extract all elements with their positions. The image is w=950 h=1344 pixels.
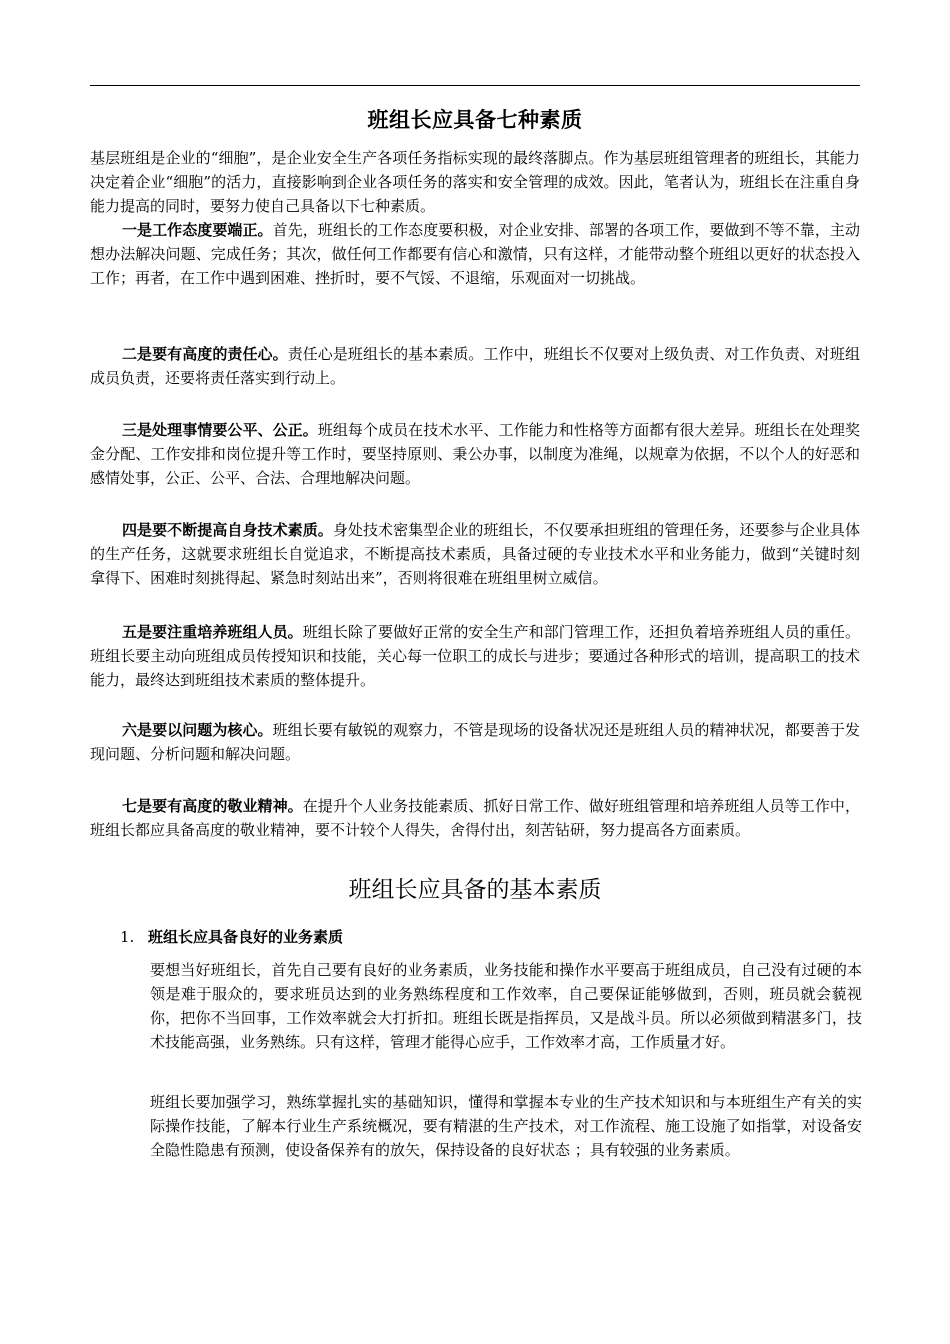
point-heading: 一是工作态度要端正。 [122,221,273,239]
point-paragraph-1 [90,218,860,290]
point-heading: 六是要以问题为核心。 [122,721,273,739]
point-paragraph-7 [90,794,860,842]
list-item-heading-text: 班组长应具备良好的业务素质 [148,928,344,946]
point-paragraph-2 [90,342,860,390]
point-paragraph-6 [90,718,860,766]
point-body: 班组每个成员在技术水平、工作能力和性格等方面都有很大差异。班组长在处理奖金分配、工作安排和岗位提升等工作时，要坚持原则、秉公办事，以制度为准绳，以规章为依据，不以个人的好恶和感情处事，公正、公平、合法、合理地解决问题。 [90,421,860,487]
intro-paragraph: 基层班组是企业的“细胞”，是企业安全生产各项任务指标实现的最终落脚点。作为基层班组管理者的班组长，其能力决定着企业“细胞”的活力，直接影响到企业各项任务的落实和安全管理的成效。因此，笔者认为，班组长在注重自身能力提高的同时，要努力使自己具备以下七种素质。 [90,149,860,215]
main-title: 班组长应具备七种素质 [367,107,583,132]
point-body: 责任心是班组长的基本素质。工作中，班组长不仅要对上级负责、对工作负责、对班组成员负责，还要将责任落实到行动上。 [90,345,860,387]
point-heading: 二是要有高度的责任心。 [122,345,288,363]
point-heading: 三是处理事情要公平、公正。 [122,421,318,439]
point-heading: 五是要注重培养班组人员。 [122,623,303,641]
list-item-number: 1. [120,928,135,946]
point-body: 班组长除了要做好正常的安全生产和部门管理工作，还担负着培养班组人员的重任。班组长要主动向班组成员传授知识和技能，关心每一位职工的成长与进步；要通过各种形式的培训，提高职工的技术能力，最终达到班组技术素质的整体提升。 [90,623,860,689]
point-body: 身处技术密集型企业的班组长，不仅要承担班组的管理任务，还要参与企业具体的生产任务，这就要求班组长自觉追求，不断提高技术素质，具备过硬的专业技术水平和业务能力，做到“关键时刻拿得下、困难时刻挑得起、紧急时刻站出来”，否则将很难在班组里树立威信。 [90,521,860,587]
point-paragraph-3 [90,418,860,490]
point-paragraph-5 [90,620,860,692]
point-body: 首先，班组长的工作态度要积极，对企业安排、部署的各项工作，要做到不等不靠，主动想办法解决问题、完成任务；其次，做任何工作都要有信心和激情，只有这样，才能带动整个班组以更好的状态投入工作；再者，在工作中遇到困难、挫折时，要不气馁、不退缩，乐观面对一切挑战。 [90,221,860,287]
point-body: 班组长要有敏锐的观察力，不管是现场的设备状况还是班组人员的精神状况，都要善于发现问题、分析问题和解决问题。 [90,721,860,763]
point-heading: 四是要不断提高自身技术素质。 [122,521,333,539]
list-item-paragraph-2: 班组长要加强学习，熟练掌握扎实的基础知识，懂得和掌握本专业的生产技术知识和与本班组生产有关的实际操作技能，了解本行业生产系统概况，要有精湛的生产技术，对工作流程、施工设施了如指掌，对设备安全隐性隐患有预测，使设备保养有的放矢，保持设备的良好状态 ；具有较强的业务素质。 [150,1093,862,1159]
point-heading: 七是要有高度的敬业精神。 [122,797,303,815]
header-rule [90,85,860,86]
section-title: 班组长应具备的基本素质 [348,877,602,903]
list-item-heading [120,925,820,949]
point-body: 在提升个人业务技能素质、抓好日常工作、做好班组管理和培养班组人员等工作中，班组长都应具备高度的敬业精神，要不计较个人得失，舍得付出，刻苦钻研，努力提高各方面素质。 [90,797,860,839]
point-paragraph-4 [90,518,860,590]
list-item-paragraph-1: 要想当好班组长，首先自己要有良好的业务素质，业务技能和操作水平要高于班组成员，自己没有过硬的本领是难于服众的，要求班员达到的业务熟练程度和工作效率，自己要保证能够做到，否则，班员就会藐视你，把你不当回事，工作效率就会大打折扣。班组长既是指挥员，又是战斗员。所以必须做到精湛多门，技术技能高强，业务熟练。只有这样，管理才能得心应手，工作效率才高，工作质量才好。 [150,961,862,1051]
